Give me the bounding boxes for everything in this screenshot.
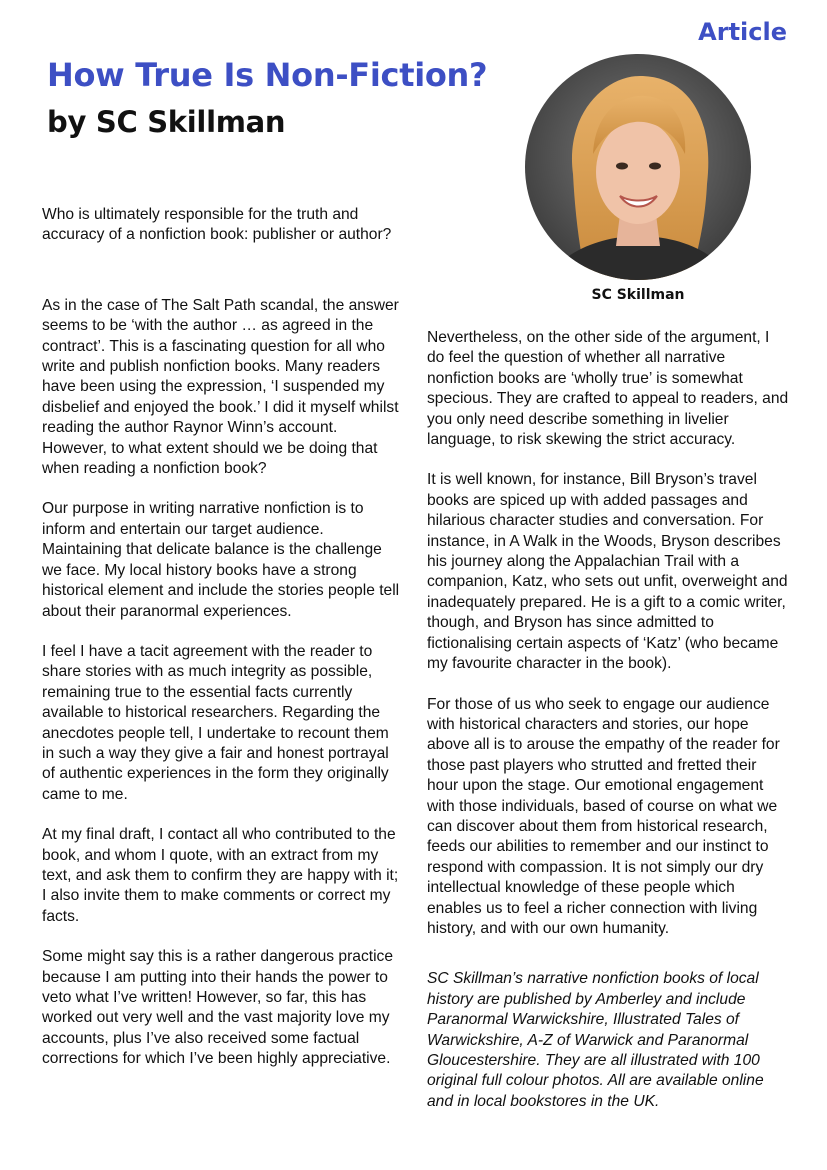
body-paragraph: I feel I have a tacit agreement with the reader to share stories with as much integrity as possible, remaining true to the essential facts currently available to historical researchers. Regarding the anecdotes people tell, I undertake to recount them in such a way they give a fair and honest portrayal of authentic experiences in the form they originally came to me.	[42, 642, 389, 803]
right-column	[427, 328, 789, 1112]
article-byline: by SC Skillman	[47, 105, 286, 139]
body-paragraph: As in the case of The Salt Path scandal, the answer seems to be ‘with the author … as agreed in the contract’. This is a fascinating question for all who write and publish nonfiction books. Many readers have been using the expression, ‘I suspended my disbelief and enjoyed the book.’ I did it myself whilst reading the author Raynor Winn’s account. However, to what extent should we be doing that when reading a nonfiction book?	[42, 296, 399, 478]
portrait-caption: SC Skillman	[591, 287, 685, 303]
body-paragraph: Some might say this is a rather dangerous practice because I am putting into their hands the power to veto what I’ve written! However, so far, this has worked out very well and the vast majority love my accounts, plus I’ve also received some factual corrections for which I’ve been highly appreciative.	[42, 948, 394, 1068]
left-column	[42, 205, 402, 1070]
author-note: SC Skillman’s narrative nonfiction books of local history are published by Amberley and include Paranormal Warwickshire, Illustrated Tales of Warwickshire, A-Z of Warwick and Paranormal Gloucestershire. They are all illustrated with 100 original full colour photos. All are available online and in local bookstores in the UK.	[427, 970, 764, 1110]
body-paragraph: Our purpose in writing narrative nonfiction is to inform and entertain our target audience. Maintaining that delicate balance is the challenge we face. My local history books have a strong historical element and include the stories people tell about their paranormal experiences.	[42, 500, 400, 620]
author-photo	[525, 54, 751, 280]
body-paragraph: For those of us who seek to engage our audience with historical characters and stories, our hope above all is to arouse the empathy of the reader for those past players who strutted and fretted their hour upon the stage. Our emotional engagement with those individuals, based of course on what we can discover about them from historical research, feeds our abilities to remember and our instinct to respond with compassion. It is not simply our dry intellectual knowledge of these people which enables us to feel a richer connection with living history, and with our own humanity.	[427, 695, 780, 937]
section-label: Article	[698, 18, 787, 46]
body-paragraph: Nevertheless, on the other side of the argument, I do feel the question of whether all narrative nonfiction books are ‘wholly true’ is somewhat specious. They are crafted to appeal to readers, and you only need describe something in livelier language, to risk skewing the strict accuracy.	[427, 329, 789, 449]
author-portrait	[525, 54, 751, 280]
body-paragraph: It is well known, for instance, Bill Bryson’s travel books are spiced up with added passages and hilarious character studies and conversation. For instance, in A Walk in the Woods, Bryson describes his journey along the Appalachian Trail with a companion, Katz, who sets out unfit, overweight and inadequately prepared. He is a gift to a comic writer, though, and Bryson has since admitted to fictionalising certain aspects of ‘Katz’ (who became my favourite character in the book).	[427, 471, 788, 673]
body-paragraph: At my final draft, I contact all who contributed to the book, and whom I quote, with an extract from my text, and ask them to confirm they are happy with it; I also invite them to make comments or correct my facts.	[42, 826, 399, 925]
article-title: How True Is Non-Fiction?	[47, 56, 488, 94]
intro-paragraph: Who is ultimately responsible for the truth and accuracy of a nonfiction book: publisher or author?	[42, 206, 392, 244]
